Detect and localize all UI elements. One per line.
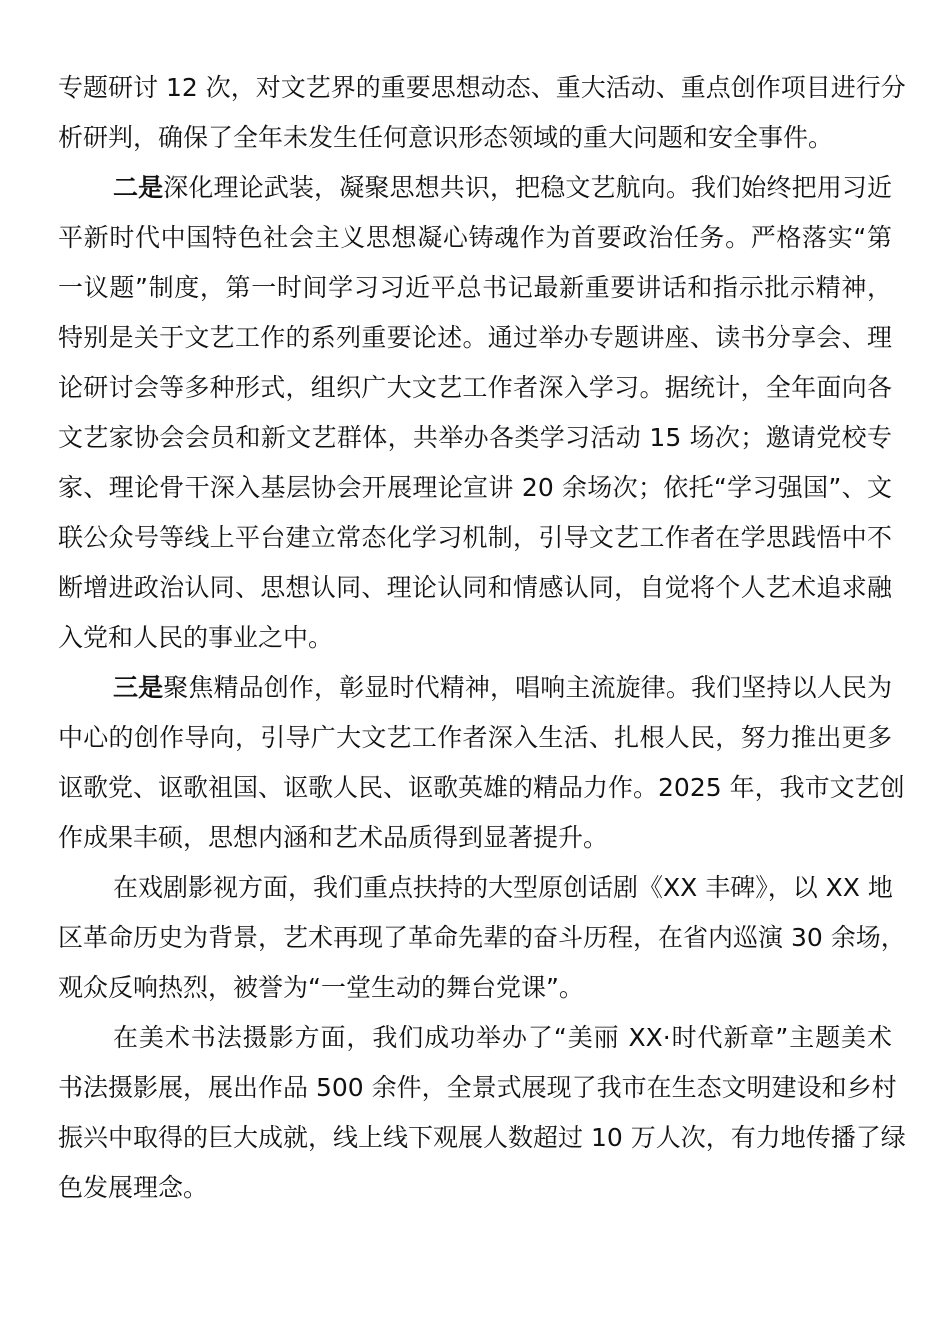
paragraph-2: [58, 168, 892, 668]
paragraph-lead-label: 三是: [113, 673, 164, 702]
text-line: 区革命历史为背景，艺术再现了革命先辈的奋斗历程，在省内巡演 30 余场，: [58, 923, 906, 952]
paragraph-5: [58, 1018, 906, 1218]
text-line: 书法摄影展，展出作品 500 余件，全景式展现了我市在生态文明建设和乡村: [58, 1073, 897, 1102]
text-line: 在戏剧影视方面，我们重点扶持的大型原创话剧《XX 丰碑》，以 XX 地: [113, 873, 893, 902]
text-line: 观众反响热烈，被誉为“一堂生动的舞台党课”。: [58, 973, 584, 1002]
text-line: 断增进政治认同、思想认同、理论认同和情感认同，自觉将个人艺术追求融: [58, 573, 892, 602]
paragraph-1: [58, 68, 906, 168]
text-line: 文艺家协会会员和新文艺群体，共举办各类学习活动 15 场次；邀请党校专: [58, 423, 892, 452]
document-page: [58, 68, 906, 1218]
text-line-body: 深化理论武装，凝聚思想共识，把稳文艺航向。我们始终把用习近: [163, 173, 892, 202]
paragraph-lead-label: 二是: [113, 173, 164, 202]
text-line: 联公众号等线上平台建立常态化学习机制，引导文艺工作者在学思践悟中不: [58, 523, 892, 552]
text-line: 析研判，确保了全年未发生任何意识形态领域的重大问题和安全事件。: [58, 123, 834, 152]
text-line: 入党和人民的事业之中。: [58, 623, 334, 652]
text-line: [58, 668, 892, 718]
text-line: 振兴中取得的巨大成就，线上线下观展人数超过 10 万人次，有力地传播了绿: [58, 1123, 906, 1152]
text-line: 专题研讨 12 次，对文艺界的重要思想动态、重大活动、重点创作项目进行分: [58, 73, 906, 102]
text-line: 平新时代中国特色社会主义思想凝心铸魂作为首要政治任务。严格落实“第: [58, 223, 892, 252]
text-line: 家、理论骨干深入基层协会开展理论宣讲 20 余场次；依托“学习强国”、文: [58, 473, 892, 502]
text-line: 色发展理念。: [58, 1173, 209, 1202]
text-line: 中心的创作导向，引导广大文艺工作者深入生活、扎根人民，努力推出更多: [58, 723, 892, 752]
text-line: 论研讨会等多种形式，组织广大文艺工作者深入学习。据统计，全年面向各: [58, 373, 892, 402]
text-line: 讴歌党、讴歌祖国、讴歌人民、讴歌英雄的精品力作。2025 年，我市文艺创: [58, 773, 905, 802]
paragraph-4: [58, 868, 906, 1018]
paragraph-3: [58, 668, 905, 868]
text-line: 在美术书法摄影方面，我们成功举办了“美丽 XX·时代新章”主题美术: [113, 1023, 892, 1052]
text-line: [58, 168, 892, 218]
text-line: 一议题”制度，第一时间学习习近平总书记最新重要讲话和指示批示精神，: [58, 273, 892, 302]
text-line: 作成果丰硕，思想内涵和艺术品质得到显著提升。: [58, 823, 609, 852]
text-line: 特别是关于文艺工作的系列重要论述。通过举办专题讲座、读书分享会、理: [58, 323, 892, 352]
text-line-body: 聚焦精品创作，彰显时代精神，唱响主流旋律。我们坚持以人民为: [163, 673, 892, 702]
